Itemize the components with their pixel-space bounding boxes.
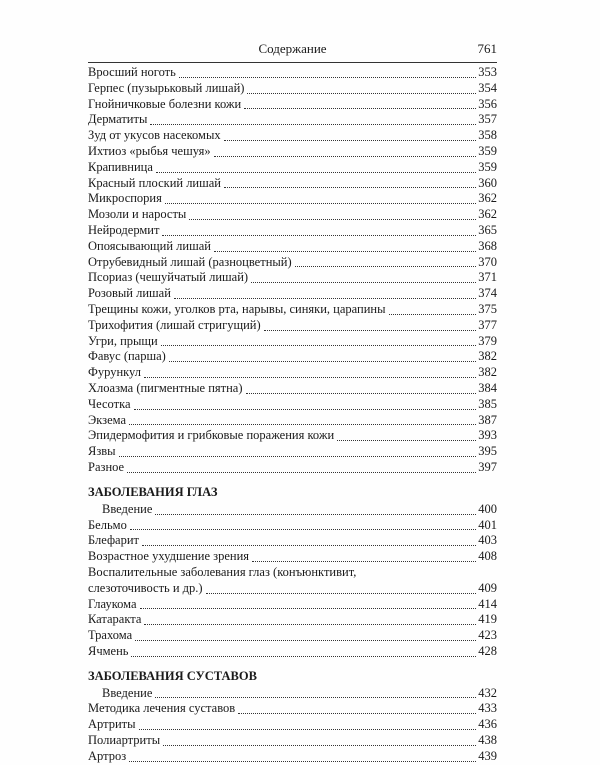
leader-dots bbox=[165, 202, 476, 204]
toc-entry[interactable] bbox=[88, 444, 497, 460]
toc-entry-label: Зуд от укусов насекомых bbox=[88, 128, 221, 143]
toc-entry-line bbox=[88, 581, 497, 597]
toc-entry-label: Угри, прыщи bbox=[88, 333, 158, 348]
toc-entry[interactable] bbox=[88, 644, 497, 660]
leader-dots bbox=[224, 139, 477, 141]
toc-entry-page: 408 bbox=[478, 549, 497, 564]
leader-dots bbox=[156, 171, 476, 173]
toc-entry-label: Фурункул bbox=[88, 365, 141, 380]
toc-entry-label: Псориаз (чешуйчатый лишай) bbox=[88, 270, 249, 285]
toc-entry-page: 360 bbox=[478, 175, 497, 190]
page-header-number: 761 bbox=[477, 41, 497, 56]
toc-entry-page: 359 bbox=[478, 159, 497, 174]
section-heading: ЗАБОЛЕВАНИЯ СУСТАВОВ bbox=[88, 668, 257, 683]
leader-dots bbox=[214, 155, 477, 157]
toc-entry[interactable] bbox=[88, 207, 497, 223]
toc-entry-label: Методика лечения суставов bbox=[88, 701, 236, 716]
toc-entry-page: 356 bbox=[478, 96, 497, 111]
toc-entry-label: Блефарит bbox=[88, 533, 140, 548]
leader-dots bbox=[264, 329, 477, 331]
toc-entry-label: Ихтиоз «рыбья чешуя» bbox=[88, 143, 211, 158]
toc-entry[interactable] bbox=[88, 97, 497, 113]
toc-entry-label: Фавус (парша) bbox=[88, 349, 166, 364]
leader-dots bbox=[139, 728, 477, 730]
leader-dots bbox=[155, 513, 476, 515]
toc-entry-label: Крапивница bbox=[88, 159, 153, 174]
leader-dots bbox=[129, 423, 476, 425]
toc-entry-label: Бельмо bbox=[88, 517, 127, 532]
toc-entry[interactable] bbox=[88, 413, 497, 429]
leader-dots bbox=[161, 344, 477, 346]
toc-entry-label: Язвы bbox=[88, 444, 116, 459]
leader-dots bbox=[150, 123, 476, 125]
leader-dots bbox=[247, 92, 476, 94]
leader-dots bbox=[162, 234, 476, 236]
toc-entry-page: 362 bbox=[478, 191, 497, 206]
toc-entry-page: 374 bbox=[478, 286, 497, 301]
toc-entry[interactable] bbox=[88, 533, 497, 549]
toc-entry[interactable] bbox=[88, 223, 497, 239]
leader-dots bbox=[244, 107, 476, 109]
leader-dots bbox=[130, 528, 476, 530]
leader-dots bbox=[140, 607, 477, 609]
toc-entry-page: 382 bbox=[478, 349, 497, 364]
section-heading: ЗАБОЛЕВАНИЯ ГЛАЗ bbox=[88, 484, 218, 499]
toc-entry[interactable] bbox=[88, 160, 497, 176]
toc-entry[interactable] bbox=[88, 65, 497, 81]
toc-entry[interactable] bbox=[88, 334, 497, 350]
leader-dots bbox=[134, 408, 477, 410]
toc-entry[interactable] bbox=[88, 612, 497, 628]
leader-dots bbox=[337, 439, 476, 441]
toc-entry-label: Микроспория bbox=[88, 191, 162, 206]
toc-entry[interactable] bbox=[88, 428, 497, 444]
toc-entry-label: Трахома bbox=[88, 628, 133, 643]
leader-dots bbox=[155, 696, 476, 698]
leader-dots bbox=[119, 455, 477, 457]
toc-entry[interactable] bbox=[88, 686, 497, 702]
toc-entry-page: 403 bbox=[478, 533, 497, 548]
toc-entry-label: Хлоазма (пигментные пятна) bbox=[88, 380, 243, 395]
toc-entry[interactable] bbox=[88, 381, 497, 397]
toc-entry-label: Гнойничковые болезни кожи bbox=[88, 96, 242, 111]
toc-entry-page: 436 bbox=[478, 717, 497, 732]
toc-entry-page: 409 bbox=[478, 580, 497, 595]
toc-entry-label: Розовый лишай bbox=[88, 286, 171, 301]
running-header bbox=[88, 40, 497, 63]
toc-entry-label: Артриты bbox=[88, 717, 136, 732]
leader-dots bbox=[129, 760, 476, 762]
table-of-contents bbox=[88, 65, 497, 765]
leader-dots bbox=[189, 218, 476, 220]
leader-dots bbox=[142, 544, 476, 546]
toc-entry-label: Экзема bbox=[88, 412, 127, 427]
leader-dots bbox=[206, 592, 477, 594]
toc-entry[interactable] bbox=[88, 628, 497, 644]
toc-entry-page: 370 bbox=[478, 254, 497, 269]
toc-entry-page: 368 bbox=[478, 238, 497, 253]
toc-entry-label: Красный плоский лишай bbox=[88, 175, 221, 190]
toc-entry[interactable] bbox=[88, 518, 497, 534]
toc-entry-page: 358 bbox=[478, 128, 497, 143]
toc-entry-label: Мозоли и наросты bbox=[88, 207, 187, 222]
toc-entry[interactable] bbox=[88, 255, 497, 271]
toc-entry-label: Вросший ноготь bbox=[88, 65, 176, 79]
toc-entry[interactable] bbox=[88, 144, 497, 160]
leader-dots bbox=[389, 313, 477, 315]
toc-entry-page: 423 bbox=[478, 628, 497, 643]
leader-dots bbox=[246, 392, 477, 394]
page-header-title: Содержание bbox=[258, 41, 327, 56]
leader-dots bbox=[169, 360, 476, 362]
toc-entry-label: Возрастное ухудшение зрения bbox=[88, 549, 250, 564]
toc-entry-page: 384 bbox=[478, 380, 497, 395]
toc-entry-page: 357 bbox=[478, 112, 497, 127]
toc-entry[interactable] bbox=[88, 112, 497, 128]
toc-entry-label: Трихофития (лишай стригущий) bbox=[88, 317, 261, 332]
toc-entry[interactable] bbox=[88, 81, 497, 97]
toc-entry-page: 379 bbox=[478, 333, 497, 348]
toc-entry-label: Чесотка bbox=[88, 396, 131, 411]
toc-entry-page: 395 bbox=[478, 444, 497, 459]
toc-entry-page: 371 bbox=[478, 270, 497, 285]
toc-entry-page: 393 bbox=[478, 428, 497, 443]
toc-entry-page: 353 bbox=[478, 65, 497, 79]
toc-entry-label: Трещины кожи, уголков рта, нарывы, синяки, царапины bbox=[88, 301, 386, 316]
leader-dots bbox=[174, 297, 476, 299]
toc-entry[interactable] bbox=[88, 286, 497, 302]
toc-entry[interactable] bbox=[88, 701, 497, 717]
toc-entry-page: 397 bbox=[478, 459, 497, 474]
toc-entry[interactable] bbox=[88, 749, 497, 765]
toc-entry-label: Введение bbox=[102, 685, 153, 700]
toc-entry[interactable] bbox=[88, 597, 497, 613]
toc-entry[interactable] bbox=[88, 349, 497, 365]
toc-entry[interactable] bbox=[88, 239, 497, 255]
toc-entry-label: Нейродермит bbox=[88, 222, 160, 237]
toc-entry-page: 362 bbox=[478, 207, 497, 222]
toc-entry[interactable] bbox=[88, 270, 497, 286]
toc-entry[interactable] bbox=[88, 565, 497, 597]
toc-entry-label: Полиартриты bbox=[88, 733, 161, 748]
toc-entry-label: Разное bbox=[88, 459, 125, 474]
toc-entry-label: Герпес (пузырьковый лишай) bbox=[88, 80, 245, 95]
toc-entry-page: 414 bbox=[478, 596, 497, 611]
leader-dots bbox=[295, 265, 477, 267]
toc-entry-page: 377 bbox=[478, 317, 497, 332]
toc-entry-page: 439 bbox=[478, 748, 497, 763]
toc-entry-page: 401 bbox=[478, 517, 497, 532]
toc-entry[interactable] bbox=[88, 397, 497, 413]
leader-dots bbox=[131, 655, 476, 657]
toc-entry-page: 382 bbox=[478, 365, 497, 380]
toc-entry[interactable] bbox=[88, 318, 497, 334]
toc-entry-page: 400 bbox=[478, 501, 497, 516]
toc-entry[interactable] bbox=[88, 365, 497, 381]
toc-entry-page: 387 bbox=[478, 412, 497, 427]
toc-entry-page: 438 bbox=[478, 733, 497, 748]
toc-entry-label-continued: слезоточивость и др.) bbox=[88, 580, 203, 595]
toc-entry-label: Глаукома bbox=[88, 596, 137, 611]
toc-entry[interactable] bbox=[88, 549, 497, 565]
toc-entry[interactable] bbox=[88, 717, 497, 733]
toc-entry-page: 428 bbox=[478, 643, 497, 658]
toc-entry-page: 359 bbox=[478, 143, 497, 158]
toc-entry-page: 365 bbox=[478, 222, 497, 237]
toc-entry[interactable] bbox=[88, 502, 497, 518]
toc-entry[interactable] bbox=[88, 460, 497, 476]
leader-dots bbox=[252, 560, 476, 562]
toc-entry[interactable] bbox=[88, 733, 497, 749]
toc-entry[interactable] bbox=[88, 191, 497, 207]
leader-dots bbox=[163, 744, 476, 746]
leader-dots bbox=[144, 623, 476, 625]
toc-entry-label: Воспалительные заболевания глаз (конъюнктивит, bbox=[88, 564, 357, 579]
leader-dots bbox=[127, 471, 476, 473]
leader-dots bbox=[214, 250, 476, 252]
leader-dots bbox=[144, 376, 476, 378]
toc-entry[interactable] bbox=[88, 176, 497, 192]
toc-entry-label: Дерматиты bbox=[88, 112, 148, 127]
leader-dots bbox=[135, 639, 476, 641]
toc-entry-label: Ячмень bbox=[88, 643, 129, 658]
toc-entry-page: 375 bbox=[478, 301, 497, 316]
leader-dots bbox=[238, 712, 476, 714]
toc-entry-page: 354 bbox=[478, 80, 497, 95]
leader-dots bbox=[251, 281, 476, 283]
toc-entry-page: 385 bbox=[478, 396, 497, 411]
toc-entry-label: Эпидермофития и грибковые поражения кожи bbox=[88, 428, 335, 443]
toc-entry[interactable] bbox=[88, 128, 497, 144]
toc-entry-page: 419 bbox=[478, 612, 497, 627]
leader-dots bbox=[224, 186, 476, 188]
toc-entry-label: Катаракта bbox=[88, 612, 142, 627]
leader-dots bbox=[179, 76, 476, 78]
toc-entry-page: 432 bbox=[478, 685, 497, 700]
toc-entry-label: Введение bbox=[102, 501, 153, 516]
toc-entry-page: 433 bbox=[478, 701, 497, 716]
toc-entry-label: Отрубевидный лишай (разноцветный) bbox=[88, 254, 292, 269]
toc-entry-label: Опоясывающий лишай bbox=[88, 238, 211, 253]
toc-entry[interactable] bbox=[88, 302, 497, 318]
toc-entry-label: Артроз bbox=[88, 748, 127, 763]
